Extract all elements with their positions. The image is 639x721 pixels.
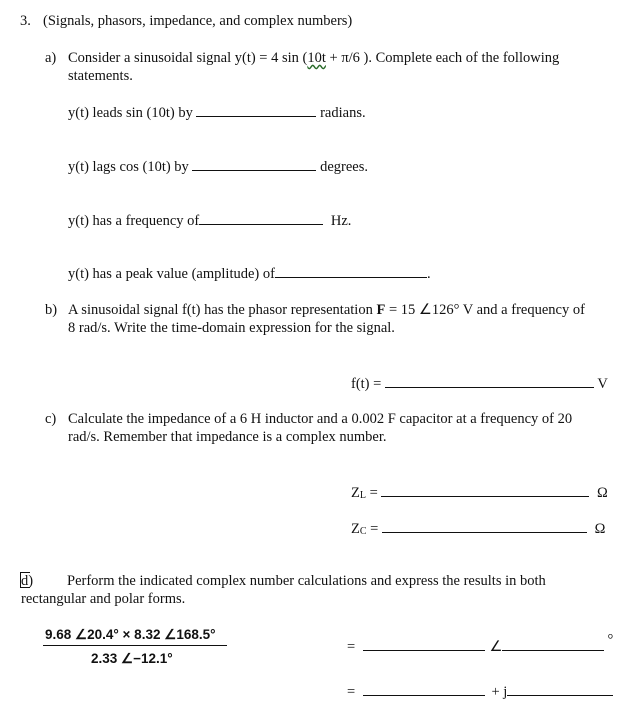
zl-unit: Ω: [597, 485, 608, 501]
polar-answer-row: [347, 632, 614, 656]
zc-subscript: C: [359, 526, 367, 537]
statement-amplitude-period: .: [426, 266, 431, 282]
question-title: (Signals, phasors, impedance, and complex numbers): [43, 13, 353, 29]
statement-leads: [68, 104, 366, 122]
ft-answer: [351, 375, 608, 393]
statement-lags-text: y(t) lags cos (10t) by: [68, 159, 189, 175]
zc-unit: Ω: [594, 521, 606, 537]
part-a-prompt-pre: Consider a sinusoidal signal y(t) = 4 sin (: [68, 50, 308, 66]
part-c-line1: Calculate the impedance of a 6 H inductor and a 0.002 F capacitor at a frequency of 20: [68, 411, 573, 427]
part-a-prompt-wavy: 10t: [307, 50, 326, 66]
answer-blank-amplitude[interactable]: [275, 265, 427, 278]
part-b-line2: 8 rad/s. Write the time-domain expression for the signal.: [68, 320, 395, 336]
answer-blank-leads[interactable]: [196, 104, 316, 117]
statement-lags-unit: degrees.: [320, 159, 368, 175]
answer-blank-zc[interactable]: [382, 520, 587, 533]
plus-j: + j: [491, 684, 508, 700]
statement-frequency-unit: Hz.: [330, 213, 352, 229]
zc-label: [351, 521, 378, 537]
part-d-line2: rectangular and polar forms.: [21, 591, 186, 607]
part-b-line1-post: = 15 ∠126° V and a frequency of: [385, 302, 585, 318]
statement-frequency: [68, 212, 351, 230]
zl-subscript: L: [359, 490, 366, 501]
answer-blank-frequency[interactable]: [199, 212, 323, 225]
answer-blank-angle[interactable]: [502, 638, 604, 651]
statement-amplitude: [68, 265, 431, 283]
zc-answer: [351, 520, 605, 540]
part-c-line2: rad/s. Remember that impedance is a complex number.: [68, 429, 387, 445]
statement-amplitude-text: y(t) has a peak value (amplitude) of: [68, 266, 275, 282]
part-c-label: c): [45, 411, 57, 427]
part-b-line1: [68, 302, 585, 319]
part-a-prompt-line2: statements.: [68, 68, 133, 84]
part-d-line1: Perform the indicated complex number calculations and express the results in both: [67, 573, 546, 589]
angle-symbol: ∠: [489, 639, 503, 655]
ft-answer-unit: V: [597, 376, 608, 392]
answer-blank-imaginary[interactable]: [507, 683, 613, 696]
statement-leads-text: y(t) leads sin (10t) by: [68, 105, 193, 121]
part-a-prompt-post: + π/6 ). Complete each of the following: [325, 50, 560, 66]
answer-blank-ft[interactable]: [385, 375, 594, 388]
polar-equals: =: [347, 639, 356, 655]
fraction-bar: [43, 645, 227, 646]
answer-blank-lags[interactable]: [192, 158, 316, 171]
question-number: 3.: [20, 13, 31, 29]
fraction-denominator: 2.33 ∠−12.1°: [91, 651, 173, 666]
phasor-symbol: F: [376, 302, 386, 318]
zc-equals: =: [366, 521, 379, 537]
part-d-label: d): [21, 573, 34, 589]
statement-leads-unit: radians.: [320, 105, 366, 121]
rectangular-equals: =: [347, 684, 356, 700]
part-b-label: b): [45, 302, 58, 318]
zl-answer: [351, 484, 608, 504]
zl-base: Z: [351, 485, 360, 501]
zl-equals: =: [365, 485, 378, 501]
part-b-line1-pre: A sinusoidal signal f(t) has the phasor representation: [68, 302, 377, 318]
statement-lags: [68, 158, 368, 176]
part-a-prompt: [68, 50, 559, 67]
statement-frequency-text: y(t) has a frequency of: [68, 213, 200, 229]
rectangular-answer-row: [347, 683, 613, 701]
answer-blank-magnitude[interactable]: [363, 638, 485, 651]
answer-blank-zl[interactable]: [381, 484, 589, 497]
part-a-label: a): [45, 50, 57, 66]
answer-blank-real[interactable]: [363, 683, 485, 696]
ft-answer-label: f(t) =: [351, 376, 382, 392]
zl-label: [351, 485, 378, 501]
fraction-numerator: 9.68 ∠20.4° × 8.32 ∠168.5°: [45, 627, 216, 642]
degree-symbol: °: [607, 632, 614, 648]
zc-base: Z: [351, 521, 360, 537]
